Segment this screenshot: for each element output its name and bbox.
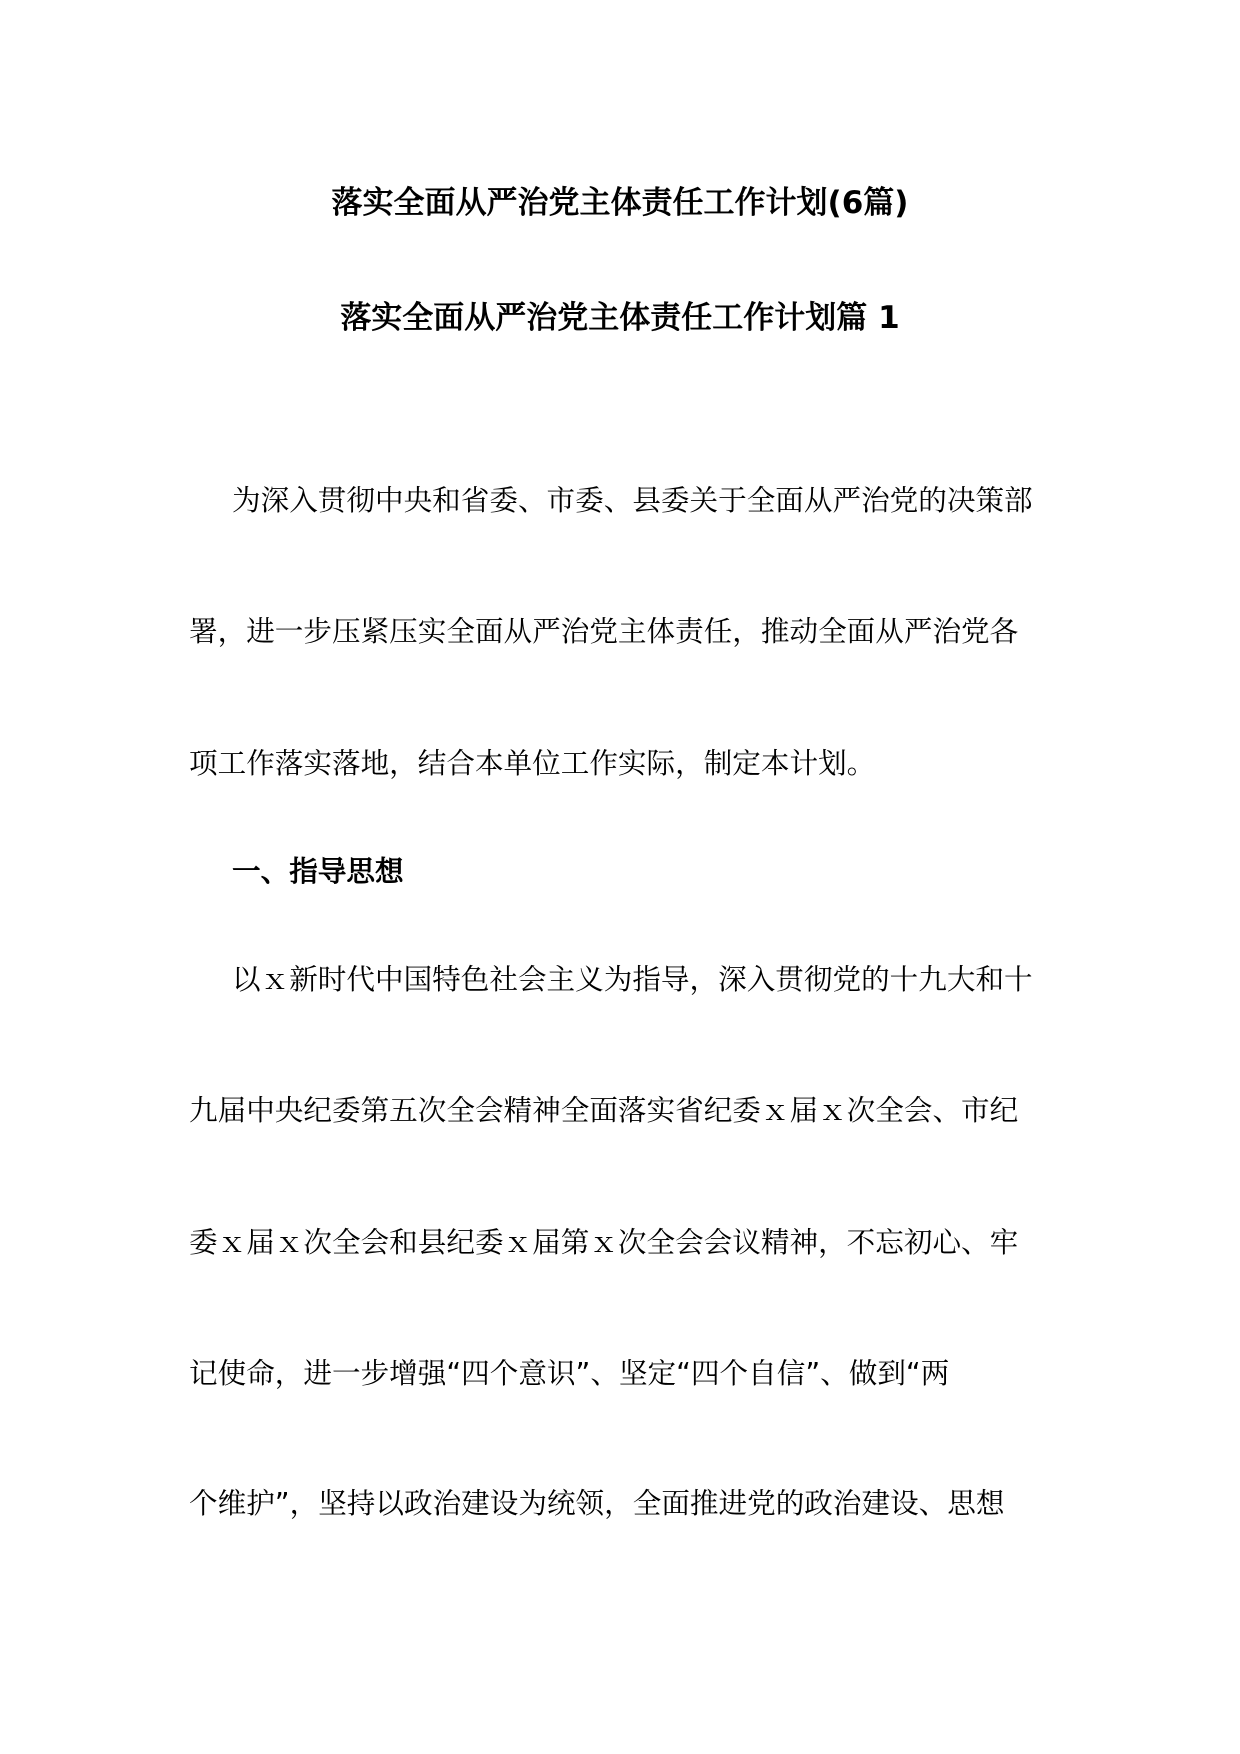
paragraph-line: 项工作落实落地，结合本单位工作实际，制定本计划。 [189, 746, 876, 780]
paragraph-line: 九届中央纪委第五次全会精神全面落实省纪委ｘ届ｘ次全会、市纪 [189, 1093, 1019, 1127]
paragraph-line: 为深入贯彻中央和省委、市委、县委关于全面从严治党的决策部 [232, 483, 1033, 517]
section-heading: 一、指导思想 [232, 854, 404, 888]
document-subtitle: 落实全面从严治党主体责任工作计划篇 1 [340, 300, 900, 336]
paragraph-line: 署，进一步压紧压实全面从严治党主体责任，推动全面从严治党各 [189, 614, 1019, 648]
document-title: 落实全面从严治党主体责任工作计划(6篇) [331, 185, 909, 221]
paragraph-line: 以ｘ新时代中国特色社会主义为指导，深入贯彻党的十九大和十 [232, 962, 1033, 996]
paragraph-line: 个维护”，坚持以政治建设为统领，全面推进党的政治建设、思想 [189, 1486, 1005, 1520]
paragraph-line: 记使命，进一步增强“四个意识”、坚定“四个自信”、做到“两 [189, 1356, 950, 1390]
paragraph-line: 委ｘ届ｘ次全会和县纪委ｘ届第ｘ次全会会议精神，不忘初心、牢 [189, 1225, 1019, 1259]
